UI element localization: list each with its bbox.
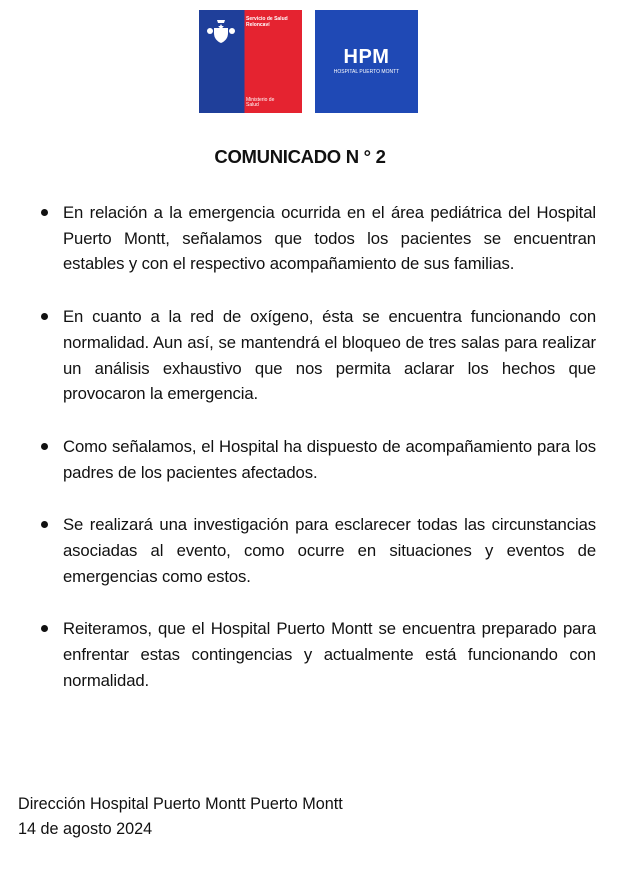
ssr-title-line-1: Servicio de Salud: [246, 16, 288, 22]
ministry-line-2: Salud: [246, 102, 259, 108]
signature-block: [18, 792, 343, 842]
bullet-dot-icon: [41, 313, 48, 320]
servicio-salud-logo: [199, 10, 302, 113]
bullet-list: [34, 200, 596, 721]
list-item: [34, 616, 596, 693]
list-item: [34, 200, 596, 277]
bullet-dot-icon: [41, 521, 48, 528]
list-item-text: En relación a la emergencia ocurrida en el área pediátrica del Hospital Puerto Montt, señalamos que todos los pacientes se encuentran estables y con el respectivo acompañamiento de sus familias.: [63, 203, 596, 274]
chile-coat-of-arms-icon: [205, 18, 237, 46]
bullet-dot-icon: [41, 625, 48, 632]
list-item-text: Reiteramos, que el Hospital Puerto Montt se encuentra preparado para enfrentar estas contingencias y actualmente está funcionando con normalidad.: [63, 619, 596, 690]
list-item: [34, 434, 596, 485]
list-item-text: En cuanto a la red de oxígeno, ésta se encuentra funcionando con normalidad. Aun así, se mantendrá el bloqueo de tres salas para realizar un análisis exhaustivo que nos permita aclarar los hechos que provocaron la emergencia.: [63, 307, 596, 404]
header-logos: [199, 10, 419, 113]
bullet-dot-icon: [41, 209, 48, 216]
list-item-text: Como señalamos, el Hospital ha dispuesto de acompañamiento para los padres de los pacientes afectados.: [63, 436, 596, 482]
list-item: [34, 304, 596, 407]
ssr-title-line-2: Reloncaví: [246, 22, 270, 28]
signature-line: Dirección Hospital Puerto Montt Puerto Montt: [18, 795, 343, 813]
ministry-label: [246, 98, 300, 108]
ministry-line-1: Ministerio de: [246, 97, 275, 103]
list-item: [34, 512, 596, 589]
hpm-subtitle: HOSPITAL PUERTO MONTT: [333, 69, 400, 75]
document-date: 14 de agosto 2024: [18, 820, 153, 838]
page-title: COMUNICADO N ° 2: [214, 146, 386, 167]
hpm-logo: [315, 10, 418, 113]
ssr-title: [246, 16, 300, 28]
list-item-text: Se realizará una investigación para esclarecer todas las circunstancias asociadas al evento, como ocurre en situaciones y eventos de emergencias como estos.: [63, 515, 596, 586]
bullet-dot-icon: [41, 443, 48, 450]
hpm-mark: HPM: [343, 46, 390, 68]
